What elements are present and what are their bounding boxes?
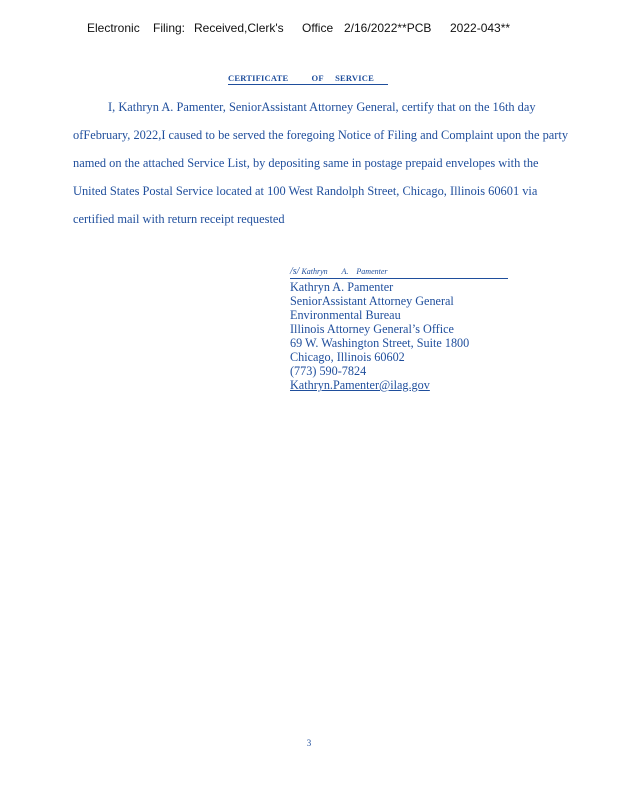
header-date: 2/16/2022**PCB — [344, 21, 432, 35]
signer-title: SeniorAssistant Attorney General — [290, 294, 454, 308]
signer-phone: (773) 590-7824 — [290, 364, 367, 378]
certificate-line-5: certified mail with return receipt requested — [73, 212, 285, 226]
signer-city: Chicago, Illinois 60602 — [290, 350, 405, 364]
signer-street: 69 W. Washington Street, Suite 1800 — [290, 336, 470, 350]
signer-bureau: Environmental Bureau — [290, 308, 401, 322]
page-number: 3 — [306, 738, 312, 748]
signer-office: Illinois Attorney General’s Office — [290, 322, 454, 336]
certificate-line-3: named on the attached Service List, by depositing same in postage prepaid envelopes with the — [73, 156, 539, 170]
header-filing: Filing: — [153, 21, 186, 35]
header-office: Office — [302, 21, 334, 35]
signer-name: Kathryn A. Pamenter — [290, 280, 394, 294]
certificate-line-4: United States Postal Service located at 100 West Randolph Street, Chicago, Illinois 60601 via — [73, 184, 538, 198]
certificate-line-2: ofFebruary, 2022,I caused to be served the foregoing Notice of Filing and Complaint upon the party — [73, 128, 569, 142]
signature-block — [290, 280, 469, 392]
signature-script-name: Kathryn A. Pamenter — [301, 267, 388, 276]
electronic-signature — [290, 266, 508, 279]
header-electronic: Electronic — [87, 21, 140, 35]
header-received: Received,Clerk's — [194, 21, 284, 35]
certificate-line-1: I, Kathryn A. Pamenter, SeniorAssistant Attorney General, certify that on the 16th day — [108, 100, 536, 114]
certificate-title: CERTIFICATE OF SERVICE — [228, 73, 388, 85]
signature-slash-s: /s/ — [290, 266, 300, 277]
header-case-number: 2022-043** — [450, 21, 511, 35]
electronic-filing-header — [0, 21, 618, 37]
signer-email-link[interactable]: Kathryn.Pamenter@ilag.gov — [290, 378, 430, 392]
